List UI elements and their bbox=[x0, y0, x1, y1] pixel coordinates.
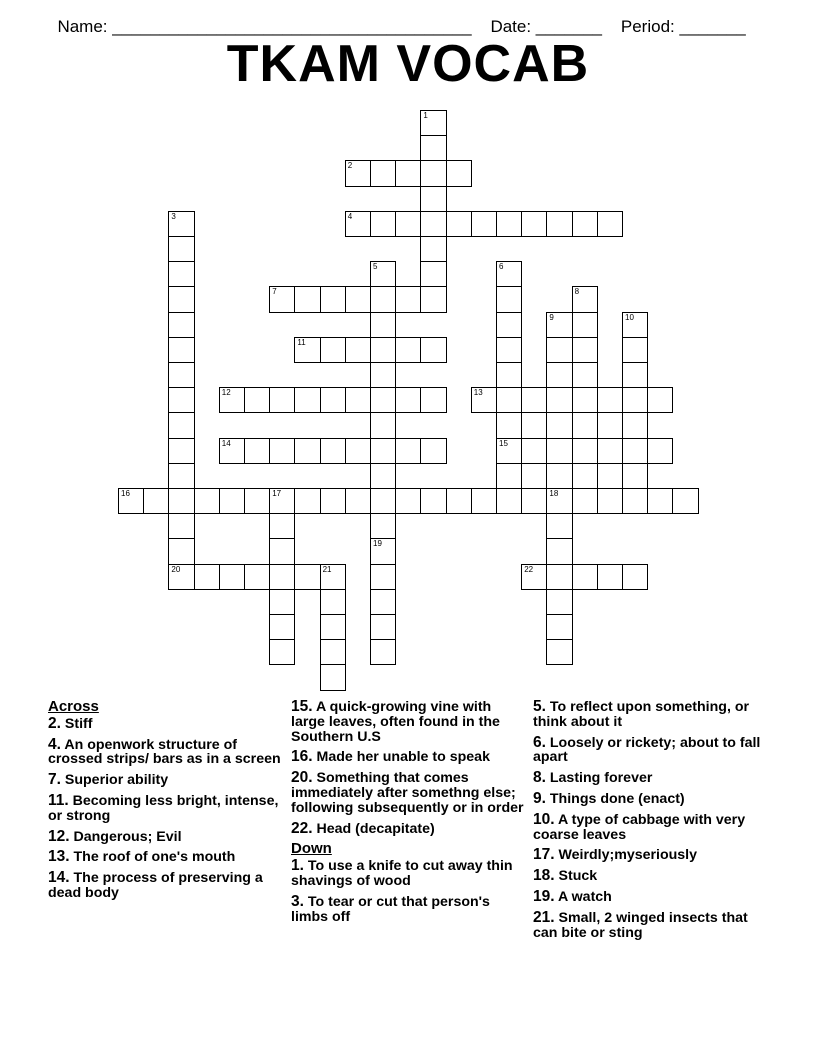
grid-cell[interactable] bbox=[420, 286, 446, 312]
grid-cell[interactable] bbox=[395, 438, 421, 464]
grid-cell[interactable] bbox=[294, 387, 320, 413]
grid-cell[interactable] bbox=[370, 261, 396, 287]
grid-cell[interactable] bbox=[546, 362, 572, 388]
grid-cell[interactable] bbox=[320, 589, 346, 615]
grid-cell[interactable] bbox=[370, 362, 396, 388]
clue-item-text: Weirdly;myseriously bbox=[554, 847, 698, 864]
grid-cell[interactable] bbox=[370, 412, 396, 438]
clue-item-text: Loosely or rickety; about to fall apart bbox=[533, 734, 761, 766]
grid-cell[interactable] bbox=[320, 664, 346, 690]
clue-item bbox=[533, 887, 773, 905]
clue-item-text: Becoming less bright, intense, or strong bbox=[48, 792, 279, 824]
clue-number: 12 bbox=[221, 388, 231, 398]
grid-cell[interactable] bbox=[496, 412, 522, 438]
clue-number: 7 bbox=[272, 287, 277, 297]
clue-number: 17 bbox=[272, 489, 282, 498]
grid-cell[interactable] bbox=[572, 286, 598, 312]
grid-cell[interactable] bbox=[168, 236, 194, 262]
grid-cell[interactable] bbox=[572, 362, 598, 388]
grid-cell[interactable] bbox=[420, 135, 446, 161]
clue-item bbox=[48, 850, 283, 865]
grid-cell[interactable] bbox=[572, 463, 598, 489]
grid-cell[interactable] bbox=[420, 387, 446, 413]
grid-cell[interactable] bbox=[546, 589, 572, 615]
clue-item bbox=[291, 771, 526, 815]
clue-item-number: 11. bbox=[48, 791, 69, 809]
grid-cell[interactable] bbox=[546, 513, 572, 539]
grid-cell[interactable] bbox=[546, 312, 572, 338]
grid-cell[interactable] bbox=[622, 312, 648, 338]
grid-cell[interactable] bbox=[420, 438, 446, 464]
clue-item-text: Made her unable to speak bbox=[312, 749, 490, 766]
grid-cell[interactable] bbox=[572, 312, 598, 338]
grid-cell[interactable] bbox=[370, 513, 396, 539]
clue-item-number: 7. bbox=[48, 771, 61, 789]
clue-item-text: A quick-growing vine with large leaves, often found in the Southern U.S bbox=[291, 699, 500, 745]
clue-item-text: Dangerous; Evil bbox=[69, 828, 182, 845]
grid-cell[interactable] bbox=[546, 639, 572, 665]
grid-cell[interactable] bbox=[420, 110, 446, 136]
grid-cell[interactable] bbox=[244, 387, 270, 413]
grid-cell[interactable] bbox=[219, 438, 245, 464]
grid-cell[interactable] bbox=[345, 337, 371, 363]
grid-cell[interactable] bbox=[320, 564, 346, 590]
grid-cell[interactable] bbox=[320, 387, 346, 413]
grid-cell[interactable] bbox=[269, 614, 295, 640]
grid-cell[interactable] bbox=[395, 337, 421, 363]
grid-cell[interactable] bbox=[521, 564, 547, 590]
grid-cell[interactable] bbox=[370, 564, 396, 590]
clue-number: 18 bbox=[549, 489, 559, 498]
clue-item-text: Stiff bbox=[60, 715, 93, 732]
name-field[interactable]: Name: ______________________________________ bbox=[57, 17, 472, 36]
grid-cell[interactable] bbox=[622, 438, 648, 464]
grid-cell[interactable] bbox=[370, 312, 396, 338]
grid-cell[interactable] bbox=[370, 639, 396, 665]
across-heading: Across bbox=[48, 698, 99, 715]
clue-item bbox=[48, 773, 283, 788]
grid-cell[interactable] bbox=[370, 337, 396, 363]
grid-cell[interactable] bbox=[496, 438, 522, 464]
clue-number: 14 bbox=[221, 438, 231, 448]
clue-item-number: 20. bbox=[291, 769, 313, 787]
grid-cell[interactable] bbox=[521, 387, 547, 413]
clue-item bbox=[533, 771, 773, 786]
grid-cell[interactable] bbox=[597, 211, 623, 237]
grid-cell[interactable] bbox=[496, 387, 522, 413]
grid-cell[interactable] bbox=[420, 186, 446, 212]
grid-cell[interactable] bbox=[219, 488, 245, 514]
grid-cell[interactable] bbox=[345, 387, 371, 413]
grid-cell[interactable] bbox=[546, 538, 572, 564]
grid-cell[interactable] bbox=[672, 488, 698, 514]
grid-cell[interactable] bbox=[446, 211, 472, 237]
grid-cell[interactable] bbox=[647, 438, 673, 464]
grid-cell[interactable] bbox=[572, 488, 598, 514]
grid-cell[interactable] bbox=[496, 488, 522, 514]
grid-cell[interactable] bbox=[521, 488, 547, 514]
grid-cell[interactable] bbox=[446, 160, 472, 186]
clue-item bbox=[291, 819, 526, 837]
clue-item bbox=[48, 791, 283, 824]
grid-cell[interactable] bbox=[168, 438, 194, 464]
clue-item bbox=[533, 908, 773, 941]
grid-cell[interactable] bbox=[244, 488, 270, 514]
grid-cell[interactable] bbox=[320, 488, 346, 514]
clue-number: 16 bbox=[121, 489, 130, 498]
page-title: TKAM VOCAB bbox=[226, 35, 590, 93]
grid-cell[interactable] bbox=[320, 286, 346, 312]
grid-cell[interactable] bbox=[395, 387, 421, 413]
grid-cell[interactable] bbox=[168, 286, 194, 312]
grid-cell[interactable] bbox=[320, 639, 346, 665]
clue-item-text: The roof of one's mouth bbox=[69, 849, 236, 866]
clue-item-number: 9. bbox=[533, 789, 546, 807]
grid-cell[interactable] bbox=[370, 160, 396, 186]
clue-item bbox=[533, 733, 773, 766]
grid-cell[interactable] bbox=[168, 261, 194, 287]
clue-item-number: 18. bbox=[533, 867, 555, 885]
clues-column-1 bbox=[48, 700, 283, 907]
grid-cell[interactable] bbox=[345, 211, 371, 237]
grid-cell[interactable] bbox=[597, 387, 623, 413]
grid-cell[interactable] bbox=[597, 438, 623, 464]
clue-item-text: An openwork structure of crossed strips/ bars as in a screen bbox=[48, 736, 281, 768]
clue-item-number: 14. bbox=[48, 869, 70, 887]
grid-cell[interactable] bbox=[370, 614, 396, 640]
clues-column-2 bbox=[291, 700, 526, 930]
clue-number: 10 bbox=[625, 312, 634, 322]
grid-cell[interactable] bbox=[546, 211, 572, 237]
clue-item-text: Superior ability bbox=[60, 772, 169, 789]
clue-number: 15 bbox=[499, 438, 508, 448]
clue-item bbox=[291, 700, 526, 744]
grid-cell[interactable] bbox=[370, 286, 396, 312]
grid-cell[interactable] bbox=[244, 564, 270, 590]
clue-item-number: 6. bbox=[533, 733, 546, 751]
grid-cell[interactable] bbox=[294, 286, 320, 312]
grid-cell[interactable] bbox=[597, 564, 623, 590]
grid-cell[interactable] bbox=[546, 488, 572, 514]
down-heading: Down bbox=[291, 840, 332, 858]
clues-column-3 bbox=[533, 700, 773, 946]
grid-cell[interactable] bbox=[395, 160, 421, 186]
clue-item-number: 1. bbox=[291, 857, 304, 875]
grid-cell[interactable] bbox=[168, 412, 194, 438]
grid-cell[interactable] bbox=[269, 639, 295, 665]
clue-item bbox=[48, 714, 283, 732]
grid-cell[interactable] bbox=[420, 261, 446, 287]
grid-cell[interactable] bbox=[269, 513, 295, 539]
clue-item bbox=[533, 700, 773, 730]
clue-item-text: To reflect upon something, or think about it bbox=[533, 699, 750, 730]
grid-cell[interactable] bbox=[194, 488, 220, 514]
grid-cell[interactable] bbox=[546, 387, 572, 413]
grid-cell[interactable] bbox=[294, 488, 320, 514]
grid-cell[interactable] bbox=[622, 564, 648, 590]
clue-item-number: 4. bbox=[48, 735, 61, 753]
grid-cell[interactable] bbox=[622, 337, 648, 363]
grid-cell[interactable] bbox=[496, 463, 522, 489]
grid-cell[interactable] bbox=[370, 488, 396, 514]
grid-cell[interactable] bbox=[244, 438, 270, 464]
grid-cell[interactable] bbox=[168, 463, 194, 489]
clue-item-number: 3. bbox=[291, 892, 304, 910]
grid-cell[interactable] bbox=[471, 211, 497, 237]
grid-cell[interactable] bbox=[269, 387, 295, 413]
clue-item bbox=[533, 848, 773, 863]
grid-cell[interactable] bbox=[269, 538, 295, 564]
grid-cell[interactable] bbox=[370, 538, 396, 564]
grid-cell[interactable] bbox=[420, 337, 446, 363]
clue-item-number: 10. bbox=[533, 810, 555, 828]
grid-cell[interactable] bbox=[622, 362, 648, 388]
grid-cell[interactable] bbox=[546, 614, 572, 640]
grid-cell[interactable] bbox=[622, 387, 648, 413]
grid-cell[interactable] bbox=[269, 438, 295, 464]
clue-item-text: To use a knife to cut away thin shavings of wood bbox=[291, 858, 513, 889]
grid-cell[interactable] bbox=[496, 337, 522, 363]
grid-cell[interactable] bbox=[471, 488, 497, 514]
clue-number: 6 bbox=[499, 262, 504, 272]
grid-cell[interactable] bbox=[370, 438, 396, 464]
clue-number: 4 bbox=[347, 211, 353, 221]
grid-cell[interactable] bbox=[496, 286, 522, 312]
grid-cell[interactable] bbox=[345, 286, 371, 312]
clue-item bbox=[533, 869, 773, 884]
grid-cell[interactable] bbox=[168, 362, 194, 388]
grid-cell[interactable] bbox=[320, 337, 346, 363]
clue-number: 1 bbox=[423, 111, 428, 120]
grid-cell[interactable] bbox=[370, 589, 396, 615]
clue-item bbox=[291, 750, 526, 765]
clue-number: 8 bbox=[574, 287, 580, 297]
grid-cell[interactable] bbox=[496, 261, 522, 287]
clue-item-number: 21. bbox=[533, 908, 555, 926]
clue-item-text: The process of preserving a dead body bbox=[48, 870, 263, 901]
grid-cell[interactable] bbox=[269, 589, 295, 615]
grid-cell[interactable] bbox=[194, 564, 220, 590]
grid-cell[interactable] bbox=[546, 463, 572, 489]
grid-cell[interactable] bbox=[471, 387, 497, 413]
grid-cell[interactable] bbox=[572, 412, 598, 438]
clue-item-text: Small, 2 winged insects that can bite or sting bbox=[533, 909, 748, 941]
grid-cell[interactable] bbox=[168, 564, 194, 590]
grid-cell[interactable] bbox=[622, 488, 648, 514]
grid-cell[interactable] bbox=[446, 488, 472, 514]
grid-cell[interactable] bbox=[496, 312, 522, 338]
clue-item-number: 15. bbox=[291, 698, 313, 715]
grid-cell[interactable] bbox=[294, 564, 320, 590]
grid-cell[interactable] bbox=[622, 412, 648, 438]
grid-cell[interactable] bbox=[546, 564, 572, 590]
clue-number: 13 bbox=[473, 388, 483, 398]
grid-cell[interactable] bbox=[420, 488, 446, 514]
clue-item-number: 2. bbox=[48, 714, 61, 732]
grid-cell[interactable] bbox=[395, 286, 421, 312]
grid-cell[interactable] bbox=[521, 211, 547, 237]
clue-item-number: 5. bbox=[533, 698, 546, 715]
clue-number: 5 bbox=[373, 262, 378, 272]
grid-cell[interactable] bbox=[294, 438, 320, 464]
grid-cell[interactable] bbox=[546, 337, 572, 363]
clue-number: 9 bbox=[549, 312, 554, 322]
grid-cell[interactable] bbox=[168, 538, 194, 564]
clue-item-text: A type of cabbage with very coarse leaves bbox=[533, 811, 746, 843]
grid-cell[interactable] bbox=[269, 286, 295, 312]
clue-item bbox=[533, 789, 773, 807]
grid-cell[interactable] bbox=[622, 463, 648, 489]
grid-cell[interactable] bbox=[572, 211, 598, 237]
grid-cell[interactable] bbox=[647, 488, 673, 514]
date-field[interactable]: Date: _______ bbox=[490, 17, 602, 36]
clue-number: 20 bbox=[171, 564, 181, 574]
clue-number: 21 bbox=[322, 564, 332, 574]
grid-cell[interactable] bbox=[168, 488, 194, 514]
grid-cell[interactable] bbox=[219, 564, 245, 590]
grid-cell[interactable] bbox=[572, 438, 598, 464]
grid-cell[interactable] bbox=[395, 488, 421, 514]
clue-item bbox=[291, 892, 526, 925]
grid-cell[interactable] bbox=[269, 488, 295, 514]
clue-item-number: 19. bbox=[533, 887, 555, 905]
grid-cell[interactable] bbox=[496, 211, 522, 237]
clue-item-number: 13. bbox=[48, 848, 70, 866]
clue-item-text: A watch bbox=[554, 888, 612, 905]
grid-cell[interactable] bbox=[546, 438, 572, 464]
clue-item-number: 17. bbox=[533, 846, 555, 864]
clue-item-text: To tear or cut that person's limbs off bbox=[291, 893, 490, 925]
grid-cell[interactable] bbox=[345, 488, 371, 514]
grid-cell[interactable] bbox=[143, 488, 169, 514]
grid-cell[interactable] bbox=[572, 387, 598, 413]
clue-item-number: 8. bbox=[533, 769, 546, 787]
clue-number: 11 bbox=[297, 337, 306, 347]
clue-item bbox=[48, 871, 283, 901]
grid-cell[interactable] bbox=[546, 412, 572, 438]
clue-item-text: Head (decapitate) bbox=[312, 820, 435, 837]
clue-number: 2 bbox=[347, 161, 353, 171]
grid-cell[interactable] bbox=[294, 337, 320, 363]
period-field[interactable]: Period: _______ bbox=[620, 17, 746, 36]
grid-cell[interactable] bbox=[168, 211, 194, 237]
clue-item-number: 16. bbox=[291, 748, 313, 766]
grid-cell[interactable] bbox=[370, 211, 396, 237]
grid-cell[interactable] bbox=[320, 438, 346, 464]
grid-cell[interactable] bbox=[370, 387, 396, 413]
clue-item bbox=[533, 810, 773, 843]
grid-cell[interactable] bbox=[572, 337, 598, 363]
grid-cell[interactable] bbox=[370, 463, 396, 489]
clue-number: 3 bbox=[171, 211, 176, 221]
grid-cell[interactable] bbox=[597, 488, 623, 514]
clue-item bbox=[48, 735, 283, 768]
clue-number: 19 bbox=[373, 539, 382, 549]
grid-cell[interactable] bbox=[647, 387, 673, 413]
grid-cell[interactable] bbox=[168, 312, 194, 338]
grid-cell[interactable] bbox=[420, 160, 446, 186]
grid-cell[interactable] bbox=[168, 337, 194, 363]
grid-cell[interactable] bbox=[496, 362, 522, 388]
clue-item-text: Stuck bbox=[554, 868, 598, 885]
grid-cell[interactable] bbox=[219, 387, 245, 413]
grid-cell[interactable] bbox=[320, 614, 346, 640]
grid-cell[interactable] bbox=[521, 438, 547, 464]
grid-cell[interactable] bbox=[345, 438, 371, 464]
clue-item-text: Things done (enact) bbox=[545, 790, 685, 807]
clue-item-text: Lasting forever bbox=[545, 770, 653, 787]
grid-cell[interactable] bbox=[118, 488, 144, 514]
clue-item-number: 22. bbox=[291, 819, 313, 837]
clue-item-text: Something that comes immediately after somethng else; following subsequently or in order bbox=[291, 770, 524, 816]
clue-item bbox=[291, 859, 526, 889]
grid-cell[interactable] bbox=[345, 160, 371, 186]
grid-cell[interactable] bbox=[572, 564, 598, 590]
clue-number: 22 bbox=[524, 564, 534, 574]
grid-cell[interactable] bbox=[168, 513, 194, 539]
grid-cell[interactable] bbox=[420, 211, 446, 237]
clue-item bbox=[48, 827, 283, 845]
grid-cell[interactable] bbox=[269, 564, 295, 590]
grid-cell[interactable] bbox=[420, 236, 446, 262]
grid-cell[interactable] bbox=[168, 387, 194, 413]
grid-cell[interactable] bbox=[395, 211, 421, 237]
clue-item-number: 12. bbox=[48, 827, 70, 845]
